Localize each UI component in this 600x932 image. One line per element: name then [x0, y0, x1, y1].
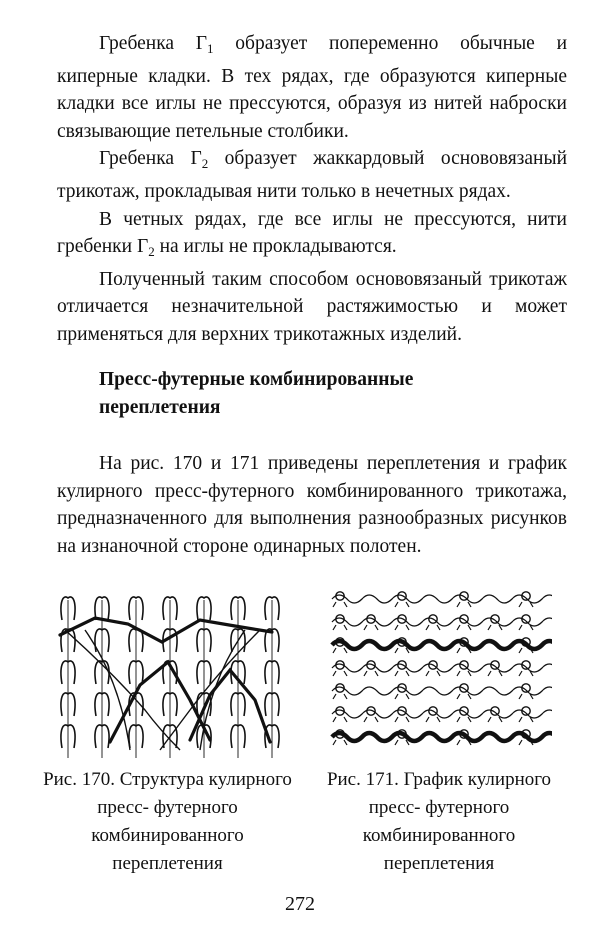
thin-float-3 — [85, 630, 130, 750]
loop-legs — [457, 694, 471, 699]
loop-legs — [457, 717, 471, 722]
thin-wave — [332, 710, 552, 718]
section-heading-line-1: Пресс-футерные комбинированные — [99, 369, 414, 390]
loop-legs — [333, 740, 347, 745]
figure-171-caption: Рис. 171. График кулирного пресс- футерного комбинированного переплетения — [326, 769, 552, 874]
loop-legs — [395, 602, 409, 607]
loop-legs — [457, 602, 471, 607]
loop-legs — [395, 740, 409, 745]
figure-170-caption: Рис. 170. Структура кулирного пресс- футерного комбинированного переплетения — [43, 769, 292, 874]
figure-171-graph-drawing — [330, 585, 552, 760]
paragraph-3: В четных рядах, где все иглы не прессуются, нити гребенки $Г_2$ на иглы не прокладываются. — [57, 208, 567, 260]
paragraph-2: Гребенка $Г_2$ образует жаккардовый основовязаный трикотаж, прокладывая нити только в нечетных рядах. — [57, 148, 567, 202]
thin-wave — [332, 618, 552, 626]
thick-underlap-v-right — [190, 670, 270, 742]
loop-legs — [364, 625, 378, 630]
loop-legs — [519, 717, 533, 722]
thin-wave — [332, 664, 552, 672]
loop-legs — [395, 694, 409, 699]
loop-legs — [333, 694, 347, 699]
loop-legs — [457, 648, 471, 653]
page-number: 272 — [285, 893, 315, 915]
loop-legs — [457, 671, 471, 676]
loop-legs — [333, 602, 347, 607]
thick-wave — [332, 733, 552, 741]
loop-legs — [364, 717, 378, 722]
loop-legs — [457, 625, 471, 630]
loop-legs — [488, 717, 502, 722]
loop-legs — [395, 648, 409, 653]
thick-wave — [332, 641, 552, 649]
figure-170-structure-drawing — [50, 590, 288, 760]
section-heading-line-2: переплетения — [99, 397, 221, 418]
thin-wave — [332, 595, 552, 603]
intro-paragraph: На рис. 170 и 171 приведены переплетения и график кулирного пресс-футерного комбинированного трикотажа, предназначенного для выполнения разнообразных рисунков на изнаночной стороне одинарных полотен. — [57, 453, 567, 557]
body-text-intro — [57, 450, 567, 560]
loop-legs — [426, 671, 440, 676]
section-heading — [99, 366, 519, 422]
loop-legs — [333, 671, 347, 676]
loop-legs — [333, 625, 347, 630]
loop-legs — [519, 602, 533, 607]
loop-legs — [333, 648, 347, 653]
loop-legs — [519, 671, 533, 676]
loop-legs — [395, 625, 409, 630]
loop-legs — [426, 625, 440, 630]
loop-legs — [519, 694, 533, 699]
loop-legs — [519, 648, 533, 653]
loop-legs — [519, 740, 533, 745]
paragraph-4: Полученный таким способом основовязаный трикотаж отличается незначительной растяжимостью и может применяться для верхних трикотажных изделий. — [57, 268, 567, 345]
paragraph-1: Гребенка $Г_1$ образует попеременно обычные и киперные кладки. В тех рядах, где образуются киперные кладки все иглы не прессуются, образуя из нитей наброски связывающие петельные столбики. — [57, 33, 568, 142]
loop-legs — [395, 717, 409, 722]
thin-wave — [332, 687, 552, 695]
loop-legs — [333, 717, 347, 722]
loop-legs — [457, 740, 471, 745]
loop-legs — [426, 717, 440, 722]
loop-legs — [488, 671, 502, 676]
body-text-top — [57, 30, 567, 349]
loop-legs — [364, 671, 378, 676]
loop-legs — [488, 625, 502, 630]
loop-legs — [519, 625, 533, 630]
loop-legs — [395, 671, 409, 676]
